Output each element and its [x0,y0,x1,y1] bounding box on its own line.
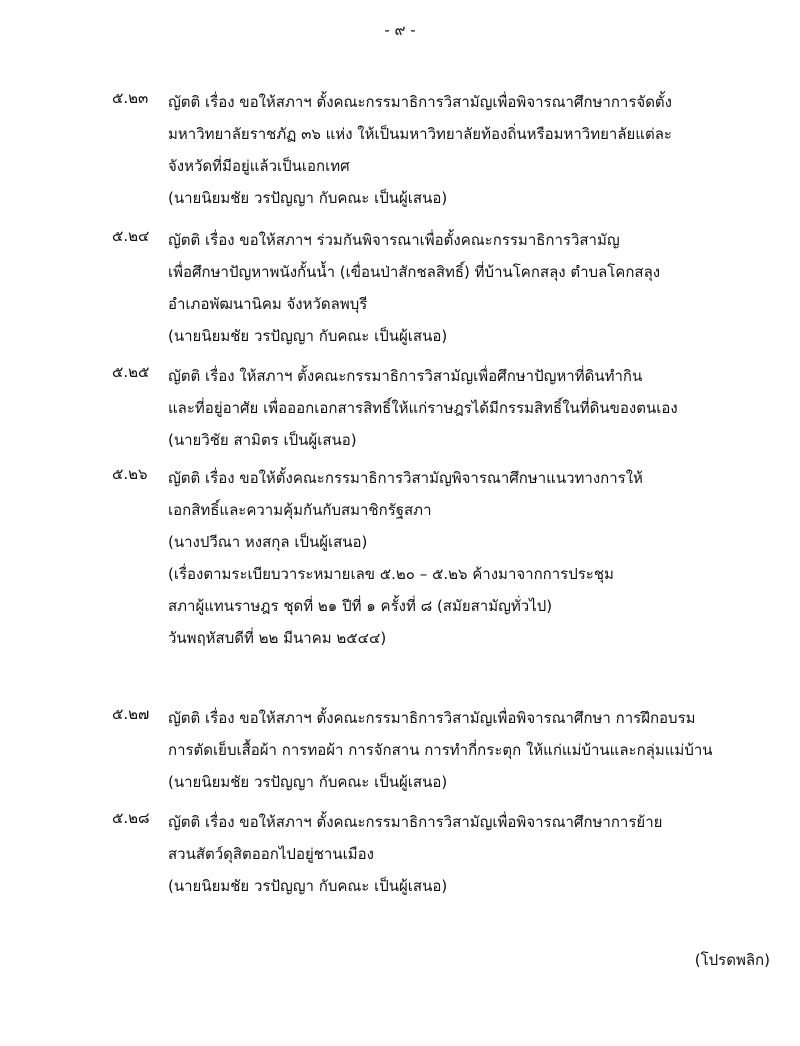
item-line: ญัตติ เรื่อง ขอให้ตั้งคณะกรรมาธิการวิสามัญพิจารณาศึกษาแนวทางการให้ [168,469,643,487]
item-line: ญัตติ เรื่อง ให้สภาฯ ตั้งคณะกรรมาธิการวิสามัญเพื่อศึกษาปัญหาที่ดินทำกิน [168,367,643,385]
item-number: ๕.๒๖ [112,465,148,483]
item-line: มหาวิทยาลัยราชภัฏ ๓๖ แห่ง ให้เป็นมหาวิทยาลัยท้องถิ่นหรือมหาวิทยาลัยแต่ละ [168,125,672,143]
item-line: การตัดเย็บเสื้อผ้า การทอผ้า การจักสาน การทำกี่กระตุก ให้แก่แม่บ้านและกลุ่มแม่บ้าน [168,741,713,759]
item-proposer: (นายนิยมชัย วรปัญญา กับคณะ เป็นผู้เสนอ) [168,327,448,345]
item-proposer: (นายนิยมชัย วรปัญญา กับคณะ เป็นผู้เสนอ) [168,877,448,895]
item-text [168,360,768,456]
item-line: สวนสัตว์ดุสิตออกไปอยู่ชานเมือง [168,845,374,863]
item-proposer: (นายนิยมชัย วรปัญญา กับคณะ เป็นผู้เสนอ) [168,773,448,791]
item-line: ญัตติ เรื่อง ขอให้สภาฯ ตั้งคณะกรรมาธิการวิสามัญเพื่อพิจารณาศึกษา การฝึกอบรม [168,709,696,727]
item-number: ๕.๒๗ [112,705,150,723]
page-number: - ๙ - [384,21,416,39]
item-proposer: (นางปวีณา หงสกุล เป็นผู้เสนอ) [168,533,368,551]
item-note: วันพฤหัสบดีที่ ๒๒ มีนาคม ๒๕๔๔) [168,629,387,647]
item-number: ๕.๒๘ [112,809,150,827]
please-turn-over-note: (โปรดพลิก) [694,951,770,969]
item-number: ๕.๒๔ [112,227,150,245]
item-text [168,702,768,798]
item-proposer: (นายนิยมชัย วรปัญญา กับคณะ เป็นผู้เสนอ) [168,189,448,207]
item-line: เพื่อศึกษาปัญหาพนังกั้นน้ำ (เขื่อนป่าสักชลสิทธิ์) ที่บ้านโคกสลุง ตำบลโคกสลุง [168,263,661,281]
item-line: เอกสิทธิ์และความคุ้มกันกับสมาชิกรัฐสภา [168,501,432,519]
item-number: ๕.๒๕ [112,363,150,381]
item-line: และที่อยู่อาศัย เพื่อออกเอกสารสิทธิ์ให้แก่ราษฎรได้มีกรรมสิทธิ์ในที่ดินของตนเอง [168,399,678,417]
item-line: ญัตติ เรื่อง ขอให้สภาฯ ร่วมกันพิจารณาเพื่อตั้งคณะกรรมาธิการวิสามัญ [168,231,620,249]
item-line: อำเภอพัฒนานิคม จังหวัดลพบุรี [168,295,368,313]
item-text [168,806,768,902]
item-line: จังหวัดที่มีอยู่แล้วเป็นเอกเทศ [168,157,350,175]
item-note: สภาผู้แทนราษฎร ชุดที่ ๒๑ ปีที่ ๑ ครั้งที่ ๘ (สมัยสามัญทั่วไป) [168,597,553,615]
item-text [168,462,768,654]
item-number: ๕.๒๓ [112,89,149,107]
item-line: ญัตติ เรื่อง ขอให้สภาฯ ตั้งคณะกรรมาธิการวิสามัญเพื่อพิจารณาศึกษาการจัดตั้ง [168,93,673,111]
item-text [168,224,768,352]
item-proposer: (นายวิชัย สามิตร เป็นผู้เสนอ) [168,431,357,449]
item-text [168,86,768,214]
item-note: (เรื่องตามระเบียบวาระหมายเลข ๕.๒๐ – ๕.๒๖ ค้างมาจากการประชุม [168,565,614,583]
item-line: ญัตติ เรื่อง ขอให้สภาฯ ตั้งคณะกรรมาธิการวิสามัญเพื่อพิจารณาศึกษาการย้าย [168,813,663,831]
